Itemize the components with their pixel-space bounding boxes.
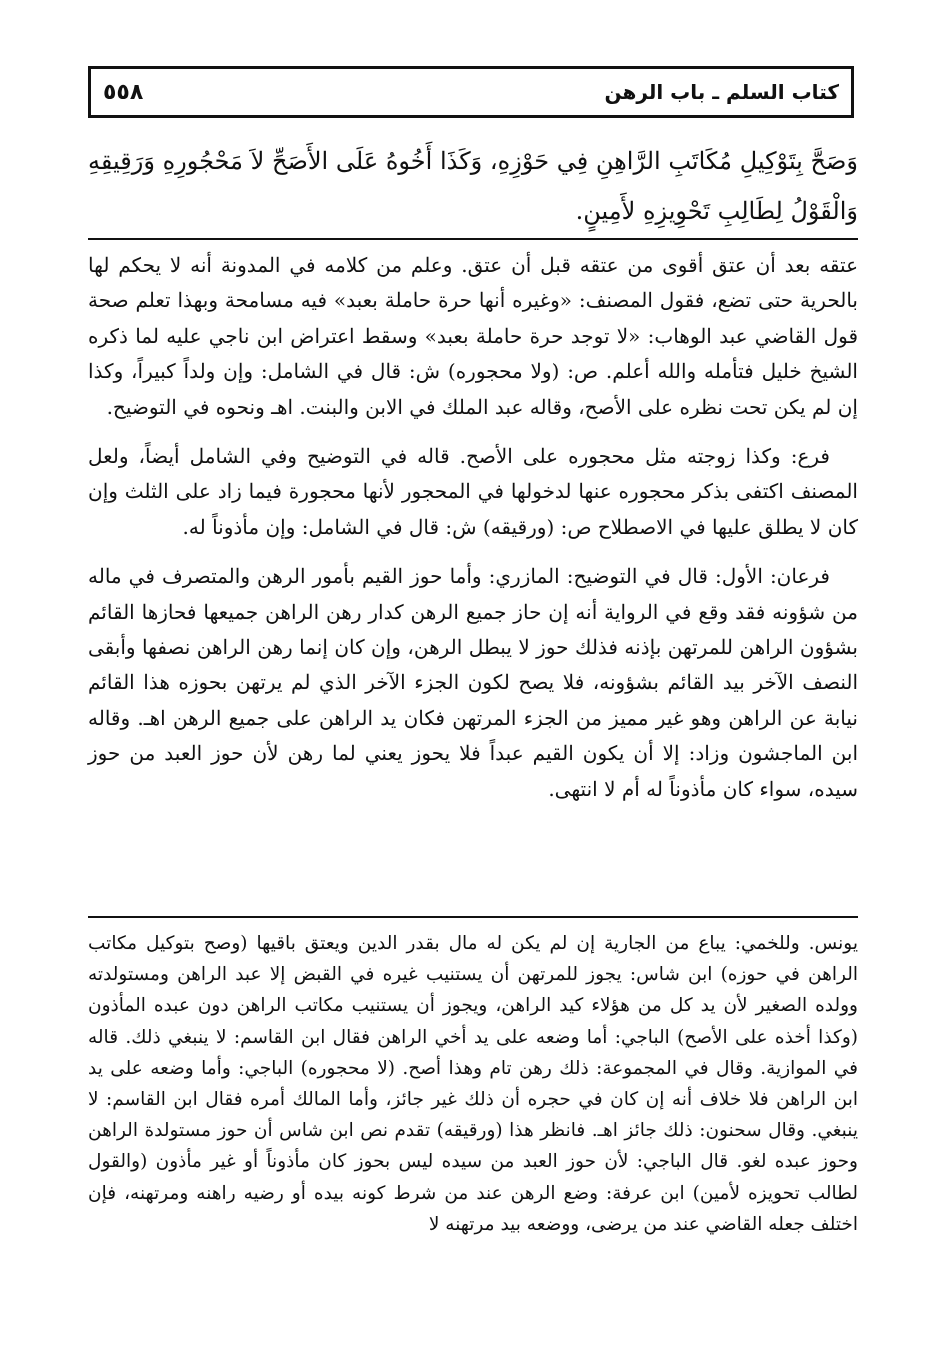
page-header [88,66,854,118]
running-title: كتاب السلم ـ باب الرهن [604,80,839,104]
main-text-matn: وَصَحَّ بِتَوْكِيلِ مُكَاتَبِ الرَّاهِنِ فِي حَوْزِهِ، وَكَذَا أَخُوهُ عَلَى الأَصَحِّ لاَ مَحْجُورِهِ وَرَقِيقِهِ وَالْقَوْلُ لِطَالِبِ تَحْوِيزِهِ لأَمِينٍ. [88,147,858,225]
divider-line [88,916,858,918]
page-number: ٥٥٨ [103,79,144,105]
footnote-section [88,928,858,1240]
commentary-paragraph: فرع: وكذا زوجته مثل محجوره على الأصح. قاله في التوضيح وفي الشامل أيضاً، ولعل المصنف اكتفى بذكر محجوره عنها لدخولها في المحجور لأنها محجورة فيما زاد على الثلث وإن كان لا يطلق عليها في الاصطلاح ص: (ورقيقه) ش: قال في الشامل: وإن مأذوناً له. [88,444,858,539]
book-page [88,66,860,1338]
commentary-paragraph: عتقه بعد أن عتق أقوى من عتقه قبل أن عتق. وعلم من كلامه في المدونة أنه لا يحكم لها بالحرية حتى تضع، فقول المصنف: «وغيره أنها حرة حاملة بعبد» فيه مسامحة وبهذا تعلم صحة قول القاضي عبد الوهاب: «لا توجد حرة حاملة بعبد» وسقط اعتراض ابن ناجي عليه لما ذكره الشيخ خليل فتأمله والله أعلم. ص: (ولا محجوره) ش: قال في الشامل: وإن ولداً كبيراً، وكذا إن لم يكن تحت نظره على الأصح، وقاله عبد الملك في الابن والبنت. اهـ ونحوه في التوضيح. [88,253,858,419]
commentary-paragraph: فرعان: الأول: قال في التوضيح: المازري: وأما حوز القيم بأمور الرهن والمتصرف في ماله من شؤونه فقد وقع في الرواية أنه إن حاز جميع الرهن كدار رهن الراهن جميعها فحازها القائم بشؤون الراهن للمرتهن بإذنه فذلك حوز لا يبطل الرهن، وإن كان إنما رهن الراهن نصفها وأبقى النصف الآخر بيد القائم بشؤونه، فلا يصح لكون الجزء الآخر الذي لم يرتهن بحوزه هذا القائم نيابة عن الراهن وهو غير مميز من الجزء المرتهن فكان يد الراهن على جميع الرهن اهـ. وقاله ابن الماجشون وزاد: إلا أن يكون القيم عبداً فلا يحوز يعني لما رهن لأن حوز العبد من حوز سيده، سواء كان مأذوناً له أم لا انتهى. [88,564,858,801]
divider-line [88,238,858,240]
footnote-text: يونس. وللخمي: يباع من الجارية إن لم يكن له مال بقدر الدين ويعتق باقيها (وصح بتوكيل مكاتب الراهن في حوزه) ابن شاس: يجوز للمرتهن أن يستنيب غيره في القبض إلا عبد الراهن ومستولدته وولده الصغير لأن يد كل من هؤلاء كيد الراهن، ويجوز أن يستنيب مكاتب الراهن دون عبده المأذون (وكذا أخذه على الأصح) الباجي: أما وضعه على يد أخي الراهن فقال ابن القاسم: لا ينبغي ذلك. قاله في الموازية. وقال في المجموعة: ذلك رهن تام وهذا أصح. (لا محجوره) الباجي: وأما وضعه على يد ابن الراهن فلا خلاف أنه إن كان في حجره أن ذلك غير جائز، وأما المالك أمره فقال ابن القاسم: لا ينبغي. وقال سحنون: ذلك جائز اهـ. فانظر هذا (ورقيقه) تقدم نص ابن شاس أن حوز مستولدة الراهن وحوز عبده لغو. قال الباجي: لأن حوز العبد من سيده ليس بحوز كان مأذوناً أو غير مأذون (والقول لطالب تحويزه لأمين) ابن عرفة: وضع الرهن عند من شرط كونه بيده أو رضيه راهنه ومرتهنه، فإن اختلف جعله القاضي عند من يرضى، ووضعه بيد مرتهنه لا [88,933,858,1235]
commentary-section [88,248,858,821]
